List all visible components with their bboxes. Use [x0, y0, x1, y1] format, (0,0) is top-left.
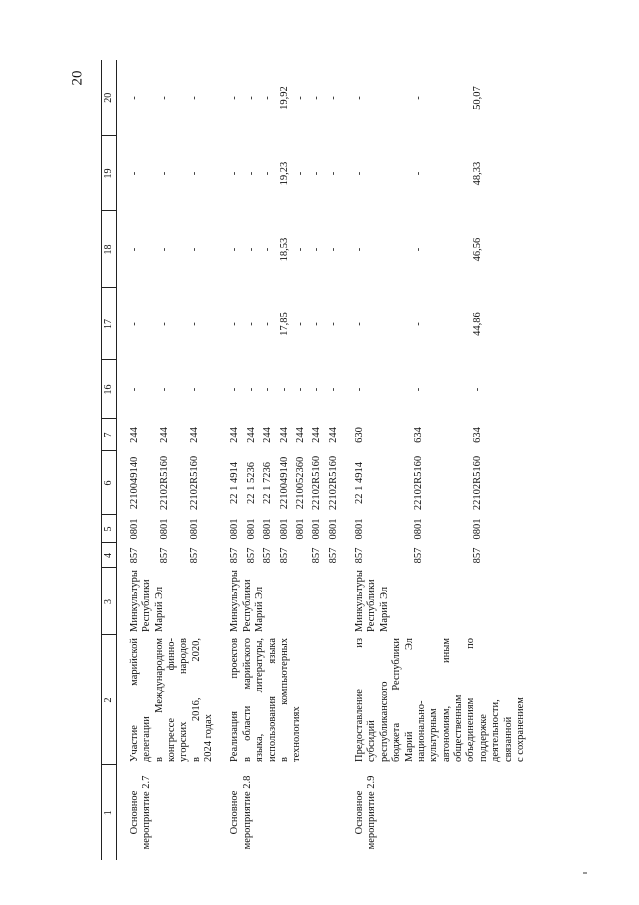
description-line: в компьютерных [278, 638, 290, 762]
cell-target-code: 22102R5160 [311, 455, 323, 511]
cell-section-code: 0801 [354, 518, 366, 540]
cell-target-code: 2210049140 [128, 456, 140, 510]
cell-value-18: - [327, 247, 339, 252]
spacer-cell [342, 60, 352, 860]
cell-expense-code: 634 [472, 427, 484, 443]
cell-ministry-code: 857 [189, 547, 201, 564]
cell-value-20: - [413, 96, 425, 100]
cell-ministry-code: 857 [413, 547, 425, 564]
col-number: 1 [102, 765, 117, 860]
description-line: Предоставление из [354, 638, 366, 762]
col-number: 5 [102, 515, 117, 543]
cell-value-20: 19,92 [278, 86, 290, 110]
cell-target-code: 22102R5160 [159, 455, 170, 511]
cell-value-19: - [294, 171, 306, 176]
cell-value-17: - [327, 322, 339, 326]
group-spacer [342, 60, 352, 860]
description-line: в области марийского [241, 638, 253, 762]
cell-ministry-code: 857 [472, 547, 484, 564]
table-body [102, 60, 530, 860]
cell-value-17: - [354, 322, 366, 326]
executor-line: Минкультуры [354, 570, 366, 632]
description-line: делегации [141, 716, 153, 762]
col-number: 2 [102, 635, 117, 765]
cell-ministry-code: 857 [128, 547, 140, 564]
spacer-cell [116, 60, 127, 860]
cell-value-19: - [229, 171, 241, 176]
cell-value-16: - [159, 387, 170, 392]
cell-ministry-code: 857 [354, 547, 366, 564]
rotated-table-sheet [101, 60, 601, 860]
cell-section-code: 0801 [245, 518, 257, 540]
description-line: поддержке [477, 714, 489, 762]
cell-value-20: 50,07 [472, 86, 484, 110]
cell-target-code: 22102R5160 [413, 455, 425, 511]
cell-ministry-code [293, 543, 309, 568]
cell-expense-code: 244 [245, 427, 257, 443]
cell-value-18: 18,53 [278, 237, 290, 262]
executor-line: Республики [366, 579, 378, 632]
cell-value-20: - [311, 96, 323, 100]
description-line: объединениям по [465, 638, 477, 762]
cell-value-19: - [159, 171, 170, 176]
cell-value-19: - [354, 171, 366, 176]
cell-target-code: 22102R5160 [189, 455, 201, 511]
description-line: субсидий [366, 720, 378, 762]
cell-value-17: - [413, 322, 425, 326]
description-line: автономиям, иным [440, 638, 452, 762]
cell-value-19: - [245, 171, 257, 176]
page-number: 20 [69, 70, 86, 86]
cell-value-18: - [159, 247, 170, 252]
cell-value-19: - [327, 171, 339, 176]
cell-ministry-code: 857 [245, 547, 257, 564]
cell-target-code: 22102R5160 [327, 455, 339, 511]
executor-line: Республики [141, 579, 153, 632]
executor-cell [227, 568, 342, 635]
cell-ministry-code: 857 [159, 547, 170, 564]
cell-section-code: 0801 [311, 518, 323, 540]
cell-section-code: 0801 [262, 518, 274, 540]
cell-value-20: - [128, 96, 140, 100]
description-line: деятельности, [490, 699, 502, 762]
table-row [227, 60, 243, 860]
cell-expense-code: 244 [278, 427, 290, 443]
cell-expense-code: 244 [159, 427, 170, 443]
executor-line: Марий Эл [378, 586, 390, 632]
cell-expense-code: 244 [311, 427, 323, 443]
cell-value-16: - [294, 387, 306, 392]
cell-value-19: - [311, 171, 323, 176]
cell-value-20: - [262, 96, 274, 100]
description-cell [352, 635, 529, 765]
cell-value-17: - [189, 322, 201, 326]
cell-value-16: - [278, 387, 290, 392]
event-cell: Основное мероприятие 2.8 [229, 775, 253, 850]
table-row [352, 60, 411, 860]
executor-line: Марий Эл [254, 586, 266, 632]
description-line: с сохранением [514, 697, 526, 762]
cell-value-20: - [189, 96, 201, 100]
cell-value-19: - [413, 171, 425, 176]
description-line: использования языка [266, 638, 278, 762]
cell-section-code: 0801 [159, 518, 170, 540]
table-row [127, 60, 157, 860]
cell-value-17: - [159, 322, 170, 326]
cell-value-17: 44,86 [472, 312, 484, 336]
cell-value-17: - [294, 322, 306, 326]
description-line: в 2016, 2020, [190, 638, 202, 762]
cell-expense-code: 244 [262, 427, 274, 443]
description-line: культурным [428, 708, 440, 762]
col-number: 18 [102, 211, 117, 288]
executor-cell [352, 568, 529, 635]
cell-section-code: 0801 [294, 518, 306, 540]
cell-value-16: - [413, 387, 425, 392]
col-number: 16 [102, 360, 117, 419]
description-line: Марий Эл [403, 638, 415, 762]
cell-value-16: - [472, 387, 484, 392]
cell-value-16: - [245, 387, 257, 392]
col-number: 6 [102, 451, 117, 515]
description-line: республиканского [378, 681, 390, 762]
cell-ministry-code: 857 [278, 547, 290, 564]
cell-value-17: 17,85 [278, 312, 290, 336]
group-spacer [217, 60, 227, 860]
cell-value-16: - [327, 387, 339, 392]
event-cell: Основное мероприятие 2.9 [354, 775, 378, 850]
cell-value-18: - [413, 247, 425, 252]
executor-line: Республики [241, 579, 253, 632]
cell-target-code: 22 1 4914 [354, 462, 366, 504]
cell-expense-code: 244 [128, 427, 140, 443]
description-cell [127, 635, 218, 765]
description-cell [227, 635, 342, 765]
budget-table [101, 60, 529, 860]
cell-value-18: - [245, 247, 257, 252]
description-line: связанной [502, 716, 514, 762]
description-line: 2024 годах [203, 714, 215, 762]
cell-value-20: - [294, 96, 306, 100]
cell-value-20: - [245, 96, 257, 100]
cell-value-18: - [311, 247, 323, 252]
cell-value-16: - [189, 387, 201, 392]
executor-line: Минкультуры [229, 570, 241, 632]
cell-value-18: 46,56 [472, 237, 484, 262]
cell-value-20: - [159, 96, 170, 100]
description-line: технологиях [291, 706, 303, 762]
cell-value-16: - [262, 387, 274, 392]
col-number: 17 [102, 288, 117, 360]
description-line: конгрессе финно- [165, 638, 177, 762]
cell-target-code: 2210052360 [294, 456, 306, 510]
col-number: 7 [102, 419, 117, 451]
cell-value-18: - [294, 247, 306, 252]
column-number-row [102, 60, 117, 860]
cell-expense-code: 630 [354, 427, 366, 443]
cell-value-17: - [245, 322, 257, 326]
cell-value-18: - [354, 247, 366, 252]
cell-expense-code: 244 [327, 427, 339, 443]
cell-value-16: - [354, 387, 366, 392]
cell-value-18: - [128, 247, 140, 252]
cell-section-code: 0801 [128, 518, 140, 540]
cell-value-17: - [128, 322, 140, 326]
description-line: Реализация проектов [229, 638, 241, 762]
cell-value-19: - [128, 171, 140, 176]
cell-value-17: - [262, 322, 274, 326]
executor-line: Марий Эл [153, 586, 165, 632]
col-number: 3 [102, 568, 117, 635]
executor-line: Минкультуры [128, 570, 140, 632]
cell-value-16: - [311, 387, 323, 392]
cell-ministry-code: 857 [229, 547, 241, 564]
cell-section-code: 0801 [327, 518, 339, 540]
description-line: общественным [453, 694, 465, 762]
cell-section-code: 0801 [189, 518, 201, 540]
cell-target-code: 22 1 4914 [229, 462, 241, 504]
cell-value-20: - [327, 96, 339, 100]
cell-value-19: - [189, 171, 201, 176]
cell-target-code: 2210049140 [278, 456, 290, 510]
cell-target-code: 22102R5160 [472, 455, 484, 511]
cell-value-18: - [262, 247, 274, 252]
cell-expense-code: 244 [229, 427, 241, 443]
spacer-cell [217, 60, 227, 860]
cell-section-code: 0801 [413, 518, 425, 540]
cell-value-18: - [229, 247, 241, 252]
description-line: языка, литературы, [254, 638, 266, 762]
cell-section-code: 0801 [229, 518, 241, 540]
col-number: 20 [102, 60, 117, 136]
cell-expense-code: 244 [294, 427, 306, 443]
scan-mark [583, 872, 587, 874]
description-line: национально- [415, 700, 427, 762]
cell-value-19: 48,33 [472, 161, 484, 186]
cell-ministry-code: 857 [327, 547, 339, 564]
description-line: Участие марийской [128, 638, 140, 762]
description-line: в Международном [153, 638, 165, 762]
cell-value-17: - [311, 322, 323, 326]
cell-expense-code: 244 [189, 427, 201, 443]
cell-value-19: - [262, 171, 274, 176]
cell-value-20: - [229, 96, 241, 100]
cell-target-code: 22 1 5236 [245, 462, 257, 504]
cell-value-16: - [229, 387, 241, 392]
description-line: бюджета Республики [391, 638, 403, 762]
description-line: угорских народов [178, 638, 190, 762]
cell-value-16: - [128, 387, 140, 392]
cell-ministry-code: 857 [262, 547, 274, 564]
cell-section-code: 0801 [278, 518, 290, 540]
cell-target-code: 22 1 7236 [262, 462, 274, 504]
col-number: 19 [102, 136, 117, 211]
cell-value-17: - [229, 322, 241, 326]
cell-section-code: 0801 [472, 518, 484, 540]
cell-ministry-code: 857 [311, 547, 323, 564]
group-spacer [116, 60, 127, 860]
cell-value-19: 19,23 [278, 161, 290, 186]
cell-value-18: - [189, 247, 201, 252]
executor-cell [127, 568, 218, 635]
cell-expense-code: 634 [413, 427, 425, 443]
event-cell: Основное мероприятие 2.7 [128, 775, 153, 850]
cell-value-20: - [354, 96, 366, 100]
col-number: 4 [102, 543, 117, 568]
